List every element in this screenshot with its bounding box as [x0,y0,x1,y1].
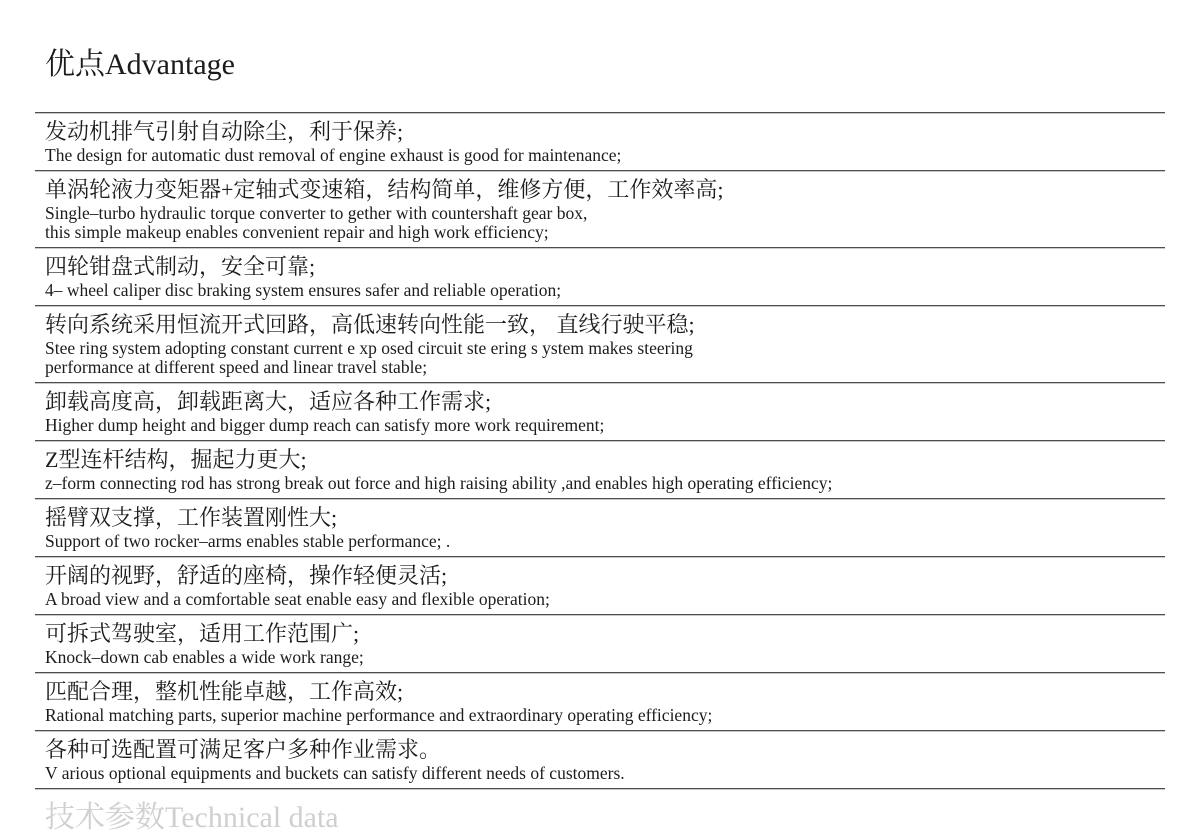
advantage-en-text [45,706,1165,725]
advantage-item [35,672,1165,730]
advantage-cn-text: 卸载高度高，卸载距离大，适应各种工作需求; [45,389,492,415]
advantage-item [35,440,1165,498]
advantage-en-line: Higher dump height and bigger dump reach can satisfy more work requirement; [45,415,605,436]
advantage-en-line: z–form connecting rod has strong break out force and high raising ability ,and enables high operating efficiency; [45,473,833,494]
advantage-item [35,247,1165,305]
advantage-en-text [45,416,1165,435]
page-title: 优点Advantage [45,48,235,82]
page-content [35,20,1165,835]
advantage-cn-text: 各种可选配置可满足客户多种作业需求。 [45,737,442,763]
advantage-en-line: V arious optional equipments and buckets can satisfy different needs of customers. [45,763,625,784]
next-section-partial-heading: 技术参数Technical data [45,801,339,835]
advantage-cn-text: 转向系统采用恒流开式回路，高低速转向性能一致， 直线行驶平稳; [45,312,695,338]
advantage-item [35,170,1165,247]
advantage-en-text [45,204,1165,242]
advantage-en-line: A broad view and a comfortable seat enable easy and flexible operation; [45,589,550,610]
advantage-item [35,382,1165,440]
advantage-en-line: Single–turbo hydraulic torque converter to gether with countershaft gear box, [45,203,588,224]
advantage-cn-text: 开阔的视野，舒适的座椅，操作轻便灵活; [45,563,448,589]
next-section-partial [35,788,1165,835]
advantage-en-line: this simple makeup enables convenient repair and high work efficiency; [45,222,549,243]
advantage-en-text [45,281,1165,300]
advantage-en-line: performance at different speed and linear travel stable; [45,357,428,378]
advantage-cn-text: 单涡轮液力变矩器+定轴式变速箱，结构简单，维修方便，工作效率高; [45,177,724,203]
advantage-cn-text: Z型连杆结构，掘起力更大; [45,447,307,473]
advantage-cn-text: 四轮钳盘式制动，安全可靠; [45,254,316,280]
advantage-en-line: The design for automatic dust removal of engine exhaust is good for maintenance; [45,145,622,166]
advantage-item [35,614,1165,672]
advantage-item [35,730,1165,788]
advantage-en-line: 4– wheel caliper disc braking system ensures safer and reliable operation; [45,280,562,301]
advantage-en-line: Rational matching parts, superior machine performance and extraordinary operating efficiency; [45,705,713,726]
advantage-en-text [45,532,1165,551]
advantage-en-text [45,146,1165,165]
advantage-en-text [45,339,1165,377]
advantage-page [0,20,1200,835]
advantage-en-line: Knock–down cab enables a wide work range; [45,647,364,668]
advantage-cn-text: 匹配合理，整机性能卓越，工作高效; [45,679,404,705]
advantage-en-line: Stee ring system adopting constant current e xp osed circuit ste ering s ystem makes steering [45,338,693,359]
advantage-cn-text: 可拆式驾驶室，适用工作范围广; [45,621,360,647]
advantage-item [35,305,1165,382]
advantage-item [35,498,1165,556]
advantage-list [35,112,1165,788]
advantage-cn-text: 发动机排气引射自动除尘，利于保养; [45,119,404,145]
advantage-en-text [45,474,1165,493]
advantage-item [35,112,1165,170]
advantage-cn-text: 摇臂双支撑，工作装置刚性大; [45,505,338,531]
advantage-en-line: Support of two rocker–arms enables stable performance; . [45,531,451,552]
advantage-en-text [45,590,1165,609]
advantage-en-text [45,764,1165,783]
advantage-item [35,556,1165,614]
advantage-en-text [45,648,1165,667]
